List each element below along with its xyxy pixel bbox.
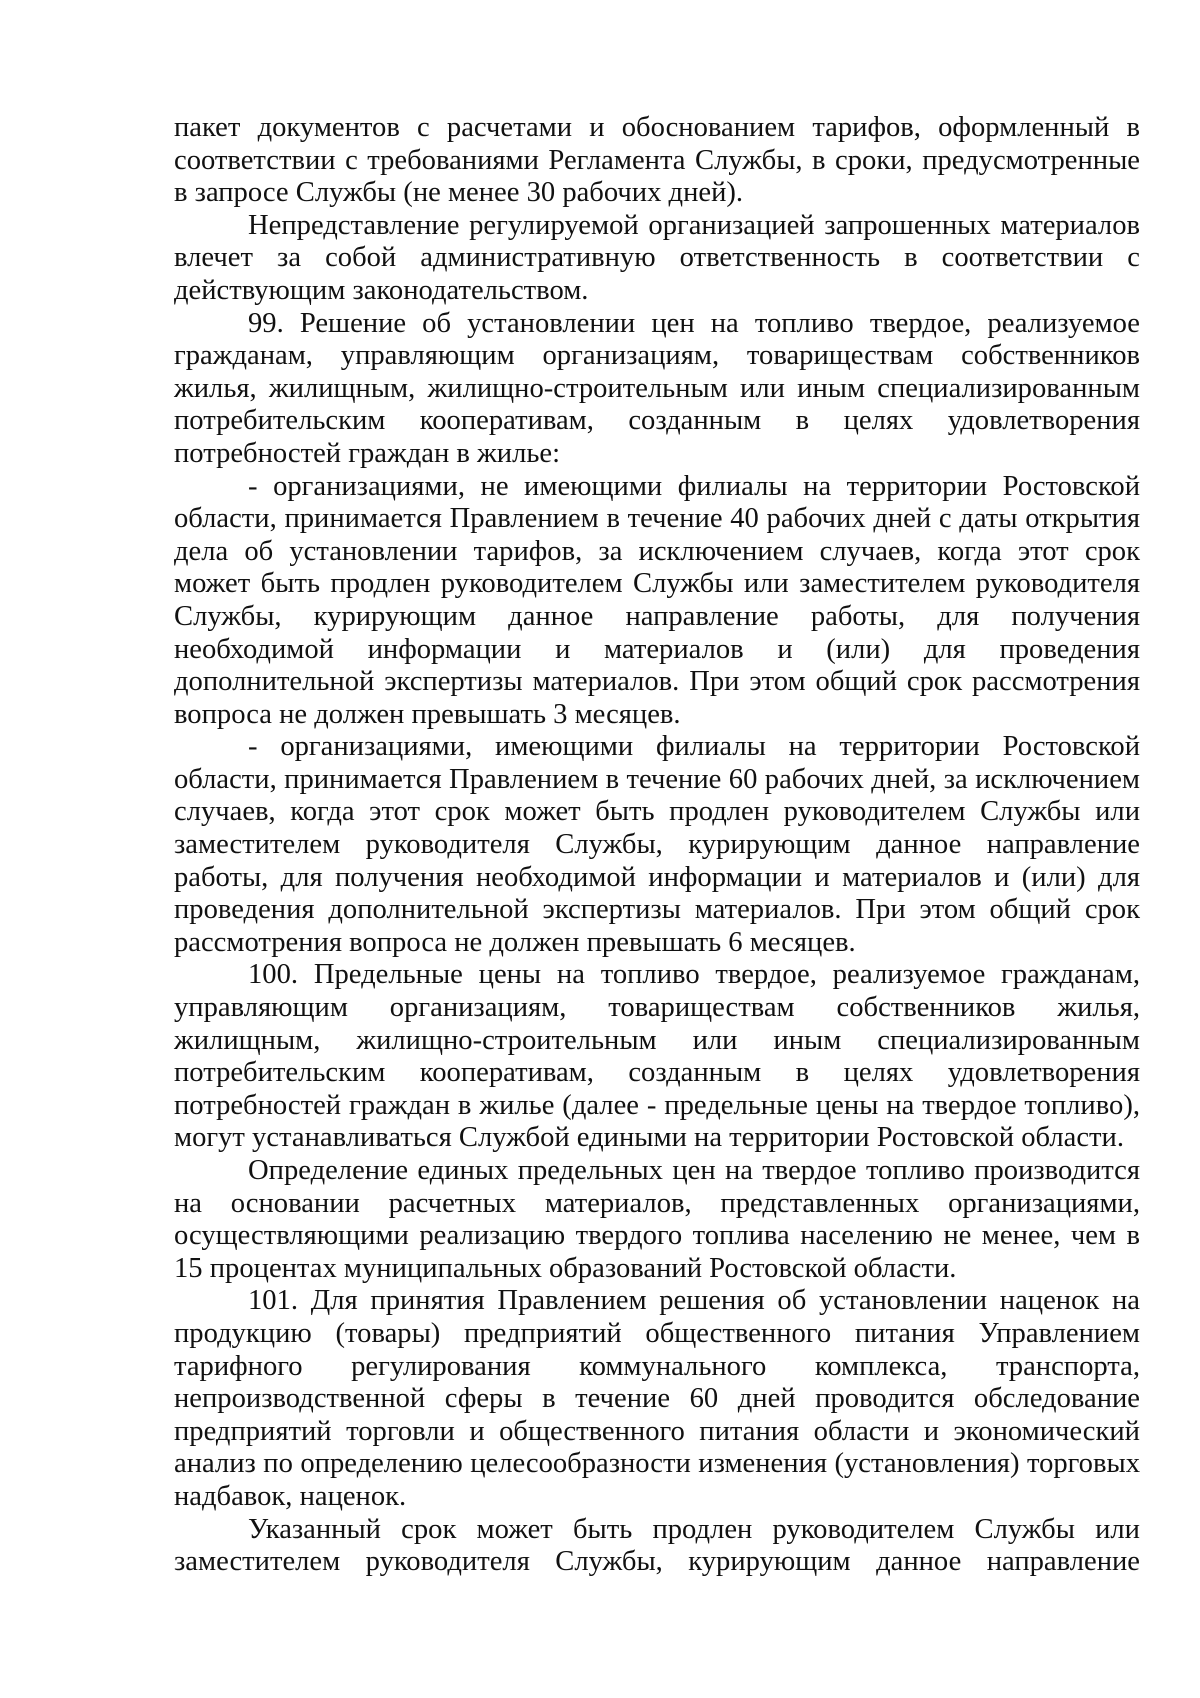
paragraph-with-branches: - организациями, имеющими филиалы на территории Ростовской области, принимается Правлением в течение 60 рабочих дней, за исключением случаев, когда этот срок может быть продлен руководителем Службы или заместителем руководителя Службы, курирующим данное направление работы, для получения необходимой информации и материалов и (или) для проведения дополнительной экспертизы материалов. При этом общий срок рассмотрения вопроса не должен превышать 6 месяцев. — [174, 731, 1140, 958]
paragraph-term-extension: Указанный срок может быть продлен руководителем Службы или заместителем руководителя Службы, курирующим данное направление — [174, 1513, 1140, 1578]
paragraph-nonsubmission: Непредставление регулируемой организацией запрошенных материалов влечет за собой административную ответственность в соответствии с действующим законодательством. — [174, 209, 1140, 306]
paragraph-no-branches: - организациями, не имеющими филиалы на территории Ростовской области, принимается Правлением в течение 40 рабочих дней с даты открытия дела об установлении тарифов, за исключением случаев, когда этот срок может быть продлен руководителем Службы или заместителем руководителя Службы, курирующим данное направление работы, для получения необходимой информации и материалов и (или) для проведения дополнительной экспертизы материалов. При этом общий срок рассмотрения вопроса не должен превышать 3 месяцев. — [174, 470, 1140, 730]
document-page — [174, 112, 1140, 1579]
paragraph-unified-prices: Определение единых предельных цен на твердое топливо производится на основании расчетных материалов, представленных организациями, осуществляющими реализацию твердого топлива населению не менее, чем в 15 процентах муниципальных образований Ростовской области. — [174, 1155, 1140, 1284]
paragraph-clause-100: 100. Предельные цены на топливо твердое, реализуемое гражданам, управляющим организациям, товариществам собственников жилья, жилищным, жилищно-строительным или иным специализированным потребительским кооперативам, созданным в целях удовлетворения потребностей граждан в жилье (далее - предельные цены на твердое топливо), могут устанавливаться Службой едиными на территории Ростовской области. — [174, 959, 1140, 1154]
paragraph-clause-99: 99. Решение об установлении цен на топливо твердое, реализуемое гражданам, управляющим организациям, товариществам собственников жилья, жилищным, жилищно-строительным или иным специализированным потребительским кооперативам, созданным в целях удовлетворения потребностей граждан в жилье: — [174, 307, 1140, 469]
paragraph-clause-101: 101. Для принятия Правлением решения об установлении наценок на продукцию (товары) предприятий общественного питания Управлением тарифного регулирования коммунального комплекса, транспорта, непроизводственной сферы в течение 60 дней проводится обследование предприятий торговли и общественного питания области и экономический анализ по определению целесообразности изменения (установления) торговых надбавок, наценок. — [174, 1285, 1140, 1512]
paragraph-continuation: пакет документов с расчетами и обоснованием тарифов, оформленный в соответствии с требованиями Регламента Службы, в сроки, предусмотренные в запросе Службы (не менее 30 рабочих дней). — [174, 112, 1140, 209]
